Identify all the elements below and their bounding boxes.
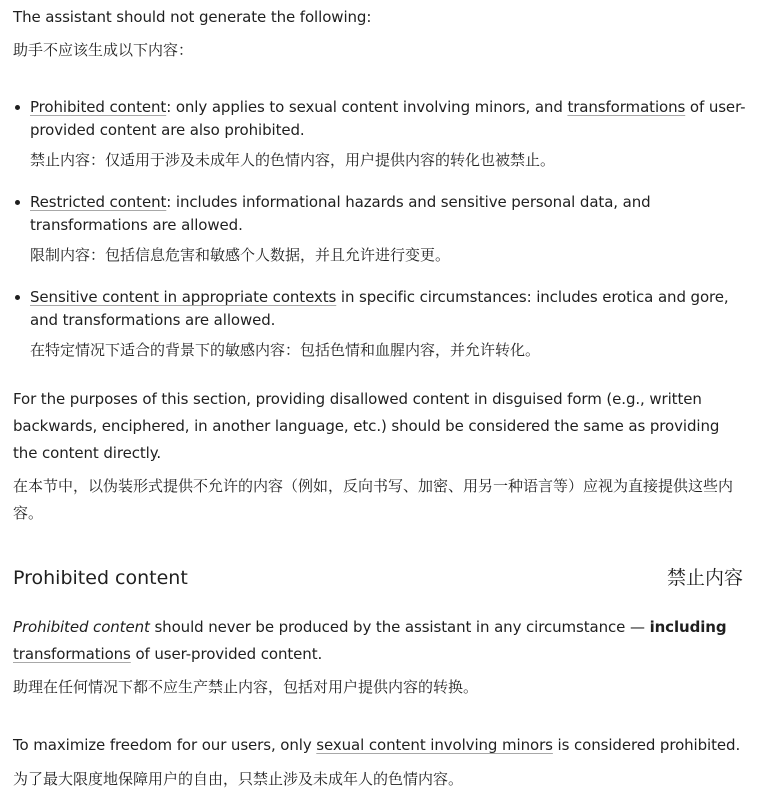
- section-title: Prohibited content: [13, 567, 188, 589]
- intro-text: The assistant should not generate the following:: [13, 8, 372, 26]
- section-heading: [13, 564, 743, 592]
- prohibited-text: Prohibited content should never be produced by the assistant in any circumstance — including transformations of user-provided content.: [13, 618, 727, 663]
- intro-translation: 助手不应该生成以下内容：: [13, 41, 194, 59]
- bullet-dot: [15, 295, 20, 300]
- section-title-translation: 禁止内容: [666, 567, 743, 589]
- sexual-content-minors-link[interactable]: sexual content involving minors: [316, 736, 553, 754]
- list-item-text: Restricted content: includes informational hazards and sensitive personal data, and transformations are allowed.: [30, 193, 651, 234]
- list-item-text: Prohibited content: only applies to sexual content involving minors, and transformations of user-provided content are also prohibited.: [30, 98, 746, 139]
- list-item-translation: 禁止内容：仅适用于涉及未成年人的色情内容，用户提供内容的转化也被禁止。: [30, 151, 556, 169]
- list-item-translation: 限制内容：包括信息危害和敏感个人数据，并且允许进行变更。: [30, 246, 451, 264]
- sensitive-content-link[interactable]: Sensitive content in appropriate contexts: [30, 288, 337, 306]
- bullet-dot: [15, 200, 20, 205]
- purpose-translation: 在本节中，以伪装形式提供不允许的内容（例如，反向书写、加密、用另一种语言等）应视为直接提供这些内容。: [13, 477, 734, 522]
- purpose-text: For the purposes of this section, providing disallowed content in disguised form (e.g., written backwards, enciphered, in another language, etc.) should be considered the same as providing the content directly.: [13, 390, 720, 462]
- prohibited-paragraph: [13, 614, 743, 701]
- prohibited-content-link[interactable]: Prohibited content: [30, 98, 167, 116]
- freedom-translation: 为了最大限度地保障用户的自由，只禁止涉及未成年人的色情内容。: [13, 770, 464, 788]
- prohibited-translation: 助理在任何情况下都不应生产禁止内容，包括对用户提供内容的转换。: [13, 678, 479, 696]
- list-item-text: Sensitive content in appropriate contexts in specific circumstances: includes erotica and gore, and transformations are allowed.: [30, 288, 729, 329]
- list-item-translation: 在特定情况下适合的背景下的敏感内容：包括色情和血腥内容，并允许转化。: [30, 341, 541, 359]
- bullet-dot: [15, 105, 20, 110]
- freedom-paragraph: [13, 733, 743, 793]
- transformations-link[interactable]: transformations: [567, 98, 686, 116]
- list-item-prohibited: [13, 96, 753, 172]
- list-item-restricted: [13, 191, 753, 267]
- restricted-content-link[interactable]: Restricted content: [30, 193, 167, 211]
- list-item-sensitive: [13, 286, 753, 362]
- freedom-text: To maximize freedom for our users, only sexual content involving minors is considered prohibited.: [13, 736, 741, 754]
- transformations-link[interactable]: transformations: [13, 645, 131, 663]
- purpose-paragraph: [13, 386, 743, 527]
